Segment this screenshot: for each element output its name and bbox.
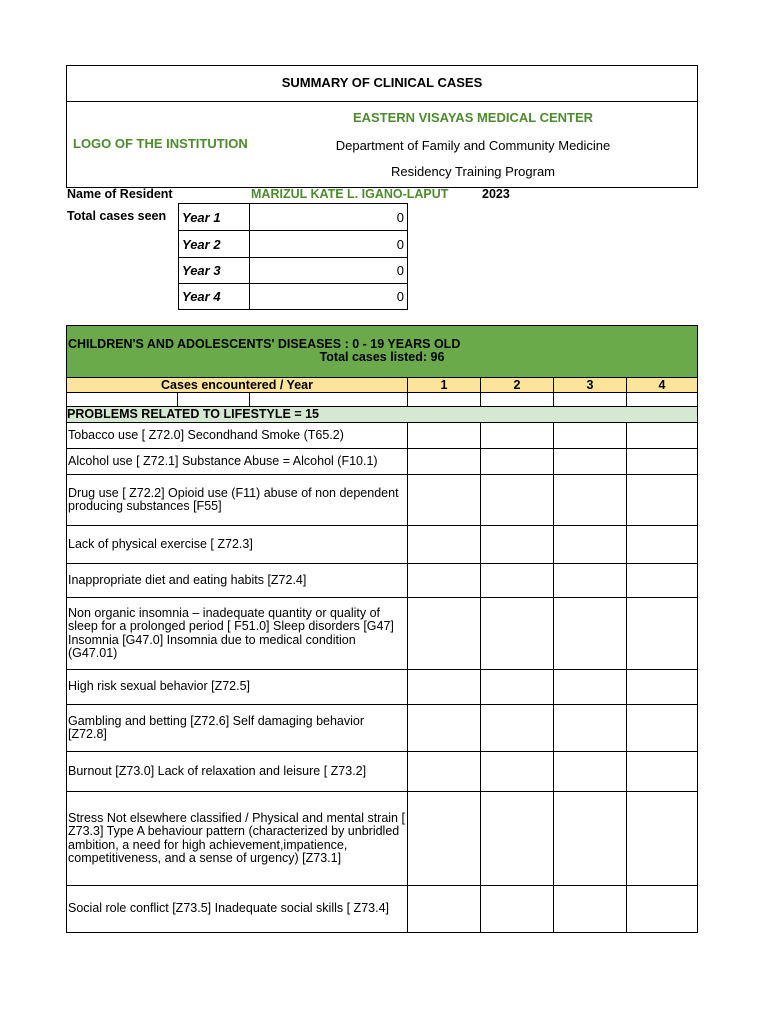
- blank-cell[interactable]: [408, 393, 481, 406]
- year-2-cell[interactable]: [481, 705, 554, 751]
- year-2-cell[interactable]: [481, 752, 554, 791]
- year-2-cell[interactable]: [481, 792, 554, 885]
- year-1-cell[interactable]: [408, 792, 481, 885]
- year-3-cell[interactable]: [554, 705, 627, 751]
- header-divider: [67, 101, 697, 102]
- year-4-cell[interactable]: [627, 564, 697, 597]
- year-1-cell[interactable]: [408, 670, 481, 704]
- blank-cell[interactable]: [627, 393, 697, 406]
- year-col-header: 4: [658, 378, 666, 392]
- category-title: CHILDREN'S AND ADOLESCENTS' DISEASES : 0 - 19 YEARS OLD: [68, 337, 461, 351]
- total-cases-label: Total cases seen: [67, 209, 167, 223]
- year-value[interactable]: 0: [250, 231, 408, 258]
- header-box: [66, 65, 698, 188]
- case-description: High risk sexual behavior [Z72.5]: [67, 670, 408, 704]
- year-4-cell[interactable]: [627, 475, 697, 525]
- department-name: Department of Family and Community Medicine: [335, 138, 611, 153]
- case-description: Inappropriate diet and eating habits [Z72.4]: [67, 564, 408, 597]
- year-1-cell[interactable]: [408, 475, 481, 525]
- year-row: [179, 258, 408, 284]
- year-4-cell[interactable]: [627, 752, 697, 791]
- year-1-cell[interactable]: [408, 705, 481, 751]
- year-col-header: 1: [408, 378, 481, 392]
- year-4-cell[interactable]: [627, 705, 697, 751]
- year-1-cell[interactable]: [408, 423, 481, 448]
- year-1-cell[interactable]: [408, 449, 481, 474]
- year-4-cell[interactable]: [627, 792, 697, 885]
- blank-cell[interactable]: [481, 393, 554, 406]
- table-row: [67, 564, 697, 598]
- year-row: [179, 204, 408, 231]
- case-description: Non organic insomnia – inadequate quantity or quality of sleep for a prolonged period [ F51.0] Sleep disorders [G47] Insomnia [G47.0] Insomnia due to medical condition (G47.01): [67, 598, 408, 669]
- year-3-cell[interactable]: [554, 475, 627, 525]
- year-1-cell[interactable]: [408, 752, 481, 791]
- case-description: Tobacco use [ Z72.0] Secondhand Smoke (T65.2): [67, 423, 408, 448]
- table-row: [67, 475, 697, 526]
- table-row: [67, 526, 697, 564]
- year-3-cell[interactable]: [554, 598, 627, 669]
- year-2-cell[interactable]: [481, 598, 554, 669]
- case-description: Stress Not elsewhere classified / Physical and mental strain [ Z73.3] Type A behaviour pattern (characterized by unbridled ambition, a need for high achievement,impatience, competitiveness, and a sense of urgency) [Z73.1]: [67, 792, 408, 885]
- year-4-cell[interactable]: [627, 526, 697, 563]
- year-totals-table: [178, 203, 408, 310]
- year-label: Year 2: [179, 231, 250, 258]
- year-value[interactable]: 0: [250, 204, 408, 231]
- year-2-cell[interactable]: [481, 526, 554, 563]
- table-row: [67, 670, 697, 705]
- year-3-cell[interactable]: [554, 792, 627, 885]
- blank-cell[interactable]: [554, 393, 627, 406]
- institution-name: EASTERN VISAYAS MEDICAL CENTER: [352, 110, 594, 125]
- year-3-cell[interactable]: [554, 670, 627, 704]
- year-1-cell[interactable]: [408, 526, 481, 563]
- table-row: [67, 792, 697, 886]
- year-4-cell[interactable]: [627, 886, 697, 932]
- table-row: [67, 449, 697, 475]
- cases-table: [66, 325, 698, 933]
- year-2-cell[interactable]: [481, 475, 554, 525]
- case-description: Alcohol use [ Z72.1] Substance Abuse = Alcohol (F10.1): [67, 449, 408, 474]
- year-3-cell[interactable]: [554, 564, 627, 597]
- table-row: [67, 752, 697, 792]
- year-4-cell[interactable]: [627, 423, 697, 448]
- year-col-header: 2: [481, 378, 554, 392]
- year-4-cell[interactable]: [627, 670, 697, 704]
- logo-placeholder: LOGO OF THE INSTITUTION: [73, 136, 248, 151]
- table-row: [67, 886, 697, 932]
- section-header: PROBLEMS RELATED TO LIFESTYLE = 15: [67, 407, 697, 423]
- program-name: Residency Training Program: [390, 164, 556, 179]
- blank-cell: [67, 393, 178, 406]
- year-3-cell[interactable]: [554, 886, 627, 932]
- year-header-row: [67, 378, 697, 393]
- year-label: Year 1: [179, 204, 250, 231]
- blank-cell: [67, 393, 408, 406]
- table-row: [67, 598, 697, 670]
- case-description: Lack of physical exercise [ Z72.3]: [67, 526, 408, 563]
- year-row: [179, 284, 408, 310]
- case-description: Burnout [Z73.0] Lack of relaxation and leisure [ Z73.2]: [67, 752, 408, 791]
- year-2-cell[interactable]: [481, 449, 554, 474]
- cases-per-year-label: Cases encountered / Year: [67, 378, 408, 392]
- year-3-cell[interactable]: [554, 526, 627, 563]
- category-header: [67, 326, 697, 378]
- year-value[interactable]: 0: [250, 258, 408, 284]
- blank-cell: [178, 393, 250, 406]
- table-row: [67, 705, 697, 752]
- year-1-cell[interactable]: [408, 886, 481, 932]
- year-2-cell[interactable]: [481, 564, 554, 597]
- year-4-cell[interactable]: [627, 449, 697, 474]
- resident-label: Name of Resident: [67, 187, 173, 201]
- year-label: Year 3: [179, 258, 250, 284]
- case-description: Gambling and betting [Z72.6] Self damaging behavior [Z72.8]: [67, 705, 408, 751]
- year-1-cell[interactable]: [408, 564, 481, 597]
- year-row: [179, 231, 408, 258]
- table-row: [67, 423, 697, 449]
- year-2-cell[interactable]: [481, 423, 554, 448]
- year-1-cell[interactable]: [408, 598, 481, 669]
- year-2-cell[interactable]: [481, 670, 554, 704]
- year-2-cell[interactable]: [481, 886, 554, 932]
- year-3-cell[interactable]: [554, 752, 627, 791]
- resident-name: MARIZUL KATE L. IGANO-LAPUT: [251, 187, 449, 201]
- resident-year: 2023: [482, 187, 510, 201]
- document-title: SUMMARY OF CLINICAL CASES: [281, 75, 483, 90]
- year-value[interactable]: 0: [250, 284, 408, 310]
- year-col-header: 3: [554, 378, 627, 392]
- year-3-cell[interactable]: [554, 449, 627, 474]
- case-description: Drug use [ Z72.2] Opioid use (F11) abuse of non dependent producing substances [F55]: [67, 475, 408, 525]
- year-3-cell[interactable]: [554, 423, 627, 448]
- case-description: Social role conflict [Z73.5] Inadequate social skills [ Z73.4]: [67, 886, 408, 932]
- year-4-cell[interactable]: [627, 598, 697, 669]
- category-total: Total cases listed: 96: [319, 350, 445, 364]
- year-label: Year 4: [179, 284, 250, 310]
- blank-row: [67, 393, 697, 407]
